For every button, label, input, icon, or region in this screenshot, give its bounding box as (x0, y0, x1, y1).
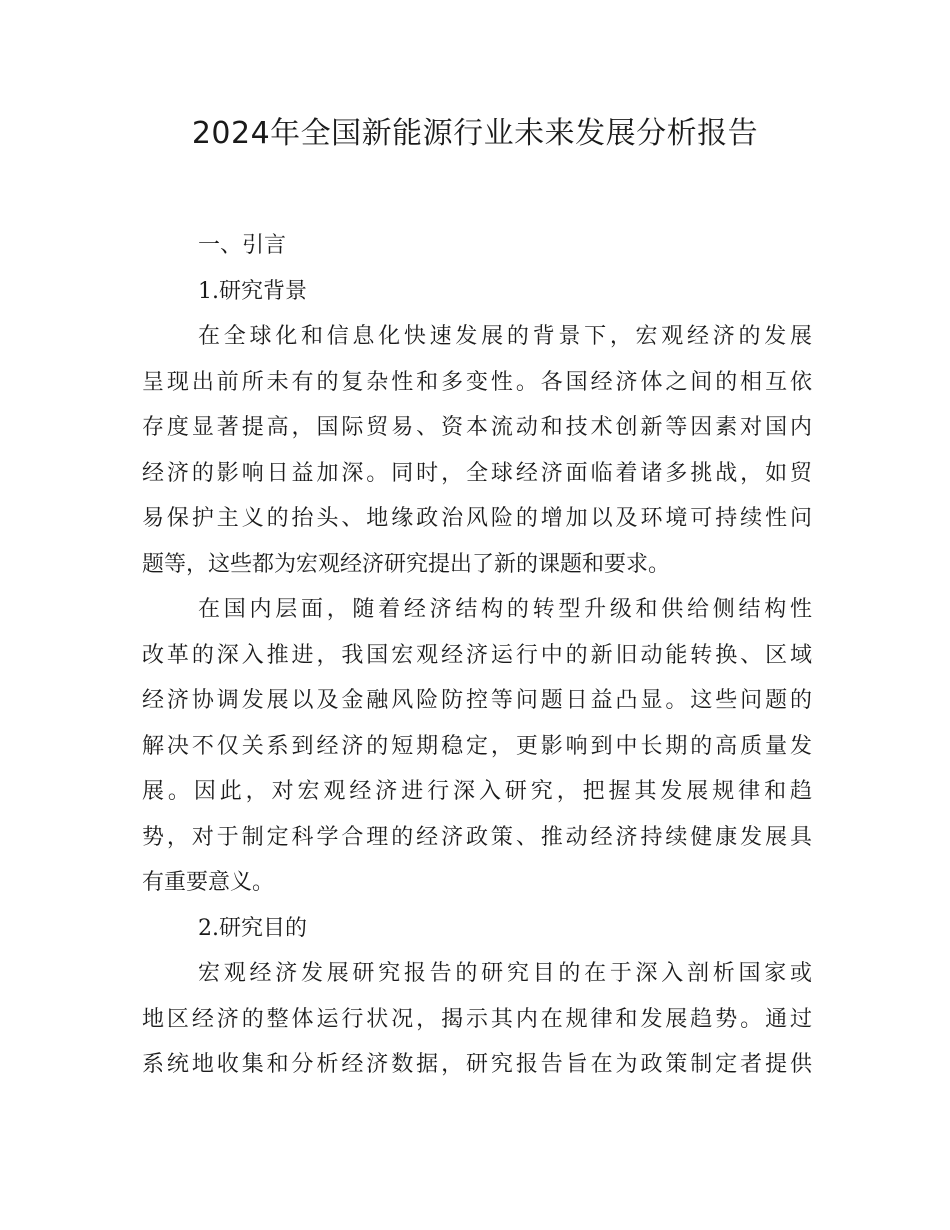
paragraph-line: 呈现出前所未有的复杂性和多变性。各国经济体之间的相互依 (142, 369, 812, 395)
subsection-heading-research-purpose: 2.研究目的 (198, 915, 307, 941)
subsection-heading-research-background: 1.研究背景 (198, 278, 307, 304)
paragraph-line: 宏观经济发展研究报告的研究目的在于深入剖析国家或 (198, 961, 812, 986)
paragraph-line: 经济协调发展以及金融风险防控等问题日益凸显。这些问题的 (142, 688, 812, 713)
document-body (142, 224, 812, 1089)
paragraph-line: 在全球化和信息化快速发展的背景下，宏观经济的发展 (198, 324, 812, 349)
section-heading-introduction: 一、引言 (198, 233, 287, 258)
paragraph-line: 势，对于制定科学合理的经济政策、推动经济持续健康发展具 (142, 824, 812, 850)
paragraph-line: 改革的深入推进，我国宏观经济运行中的新旧动能转换、区域 (142, 642, 812, 668)
paragraph-line: 有重要意义。 (142, 870, 275, 895)
paragraph-line: 在国内层面，随着经济结构的转型升级和供给侧结构性 (198, 597, 812, 622)
paragraph-line: 存度显著提高，国际贸易、资本流动和技术创新等因素对国内 (142, 415, 812, 440)
paragraph-purpose-1 (142, 952, 812, 1087)
paragraph-background-2 (142, 588, 812, 905)
paragraph-line: 解决不仅关系到经济的短期稳定，更影响到中长期的高质量发 (142, 733, 812, 759)
paragraph-line: 经济的影响日益加深。同时，全球经济面临着诸多挑战，如贸 (142, 460, 812, 486)
paragraph-line: 地区经济的整体运行状况，揭示其内在规律和发展趋势。通过 (142, 1006, 812, 1032)
paragraph-line: 易保护主义的抬头、地缘政治风险的增加以及环境可持续性问 (142, 506, 812, 531)
paragraph-line: 展。因此，对宏观经济进行深入研究，把握其发展规律和趋 (142, 779, 812, 804)
paragraph-background-1 (142, 315, 812, 587)
paragraph-line: 题等，这些都为宏观经济研究提出了新的课题和要求。 (142, 551, 671, 577)
document-title: 2024年全国新能源行业未来发展分析报告 (191, 116, 759, 151)
paragraph-line: 系统地收集和分析经济数据，研究报告旨在为政策制定者提供 (142, 1052, 812, 1077)
